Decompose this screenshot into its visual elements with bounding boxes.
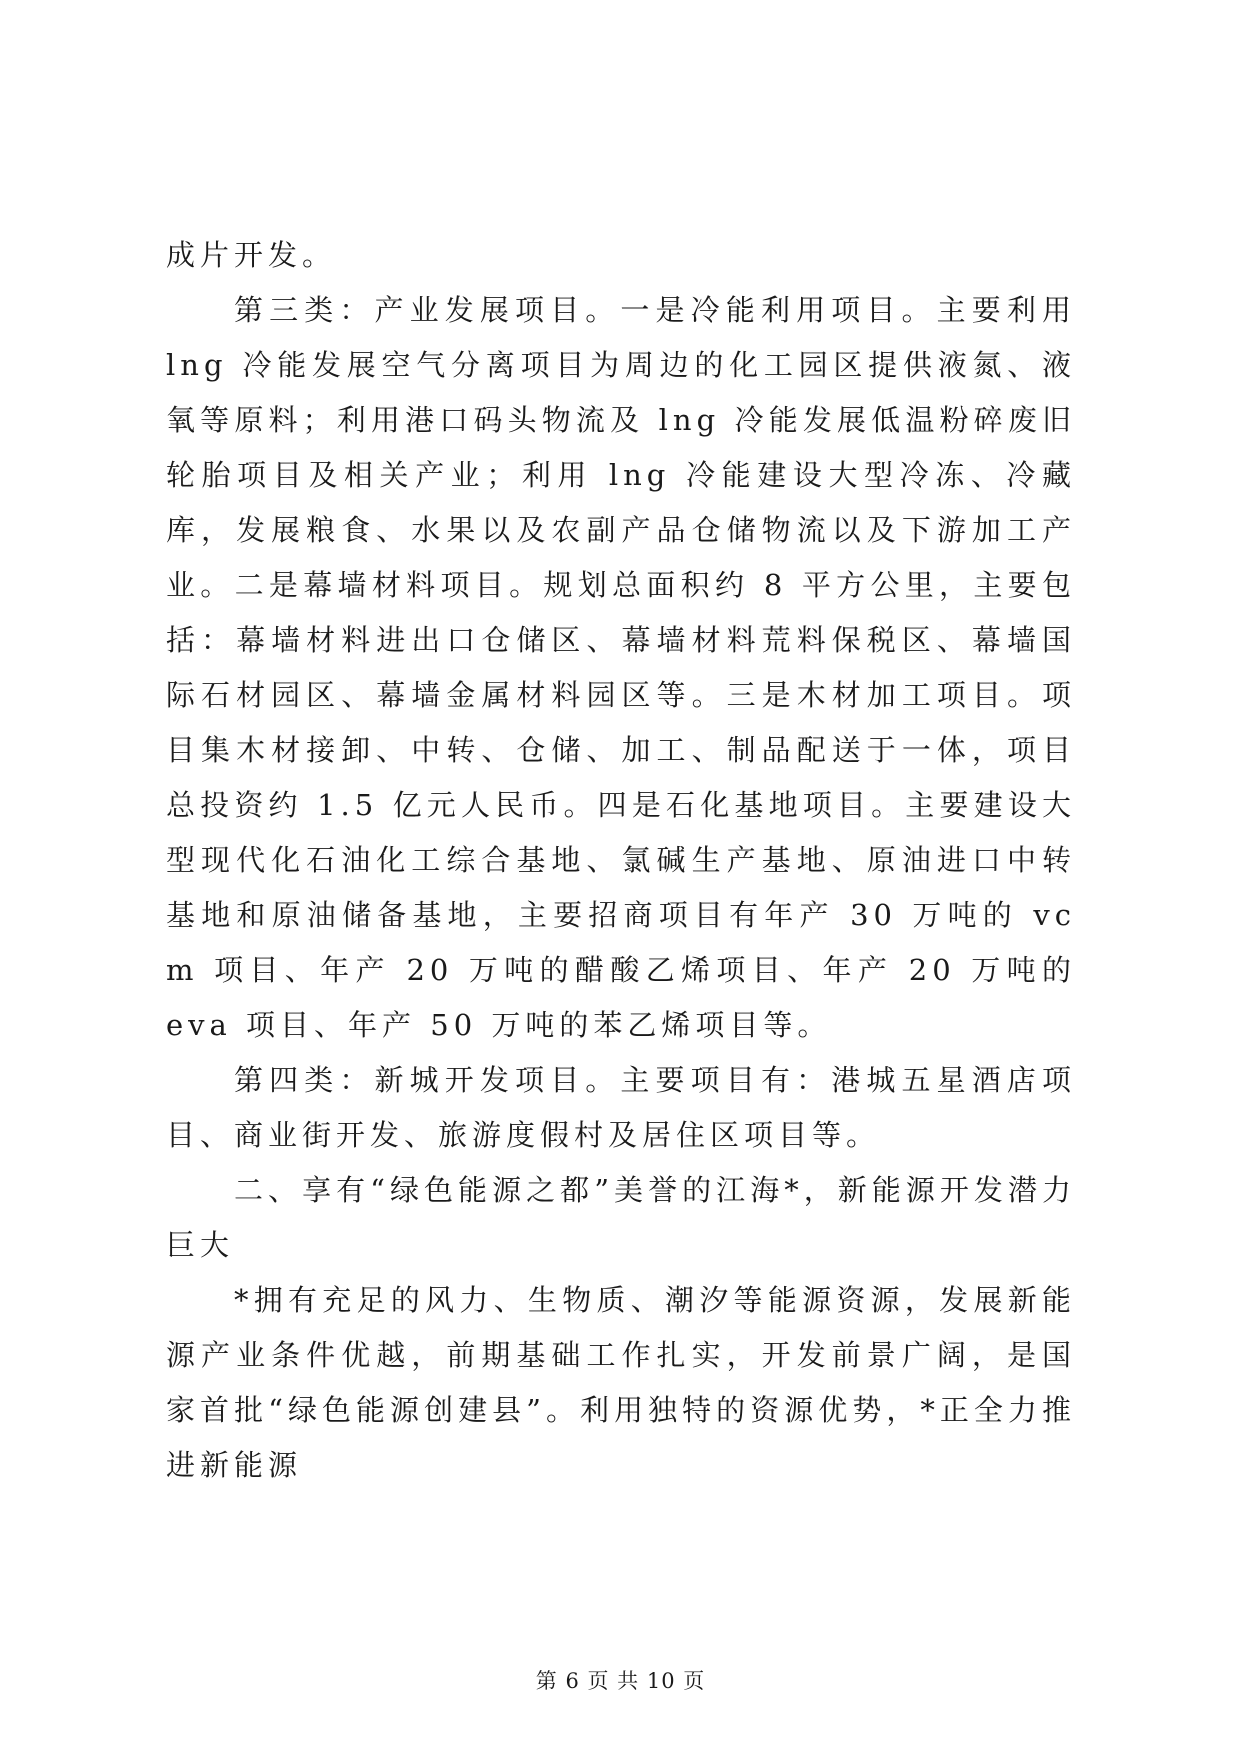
page-number-footer: 第 6 页 共 10 页: [535, 1669, 706, 1693]
paragraph-category-three: 第三类：产业发展项目。一是冷能利用项目。主要利用 lng 冷能发展空气分离项目为周边的化工园区提供液氮、液氧等原料；利用港口码头物流及 lng 冷能发展低温粉碎废旧轮胎项目及相关产业；利用 lng 冷能建设大型冷冻、冷藏库，发展粮食、水果以及农副产品仓储物流以及下游加工产业。二是幕墙材料项目。规划总面积约 8 平方公里，主要包括：幕墙材料进出口仓储区、幕墙材料荒料保税区、幕墙国际石材园区、幕墙金属材料园区等。三是木材加工项目。项目集木材接卸、中转、仓储、加工、制品配送于一体，项目总投资约 1.5 亿元人民币。四是石化基地项目。主要建设大型现代化石油化工综合基地、氯碱生产基地、原油进口中转基地和原油储备基地，主要招商项目有年产 30 万吨的 vcm 项目、年产 20 万吨的醋酸乙烯项目、年产 20 万吨的 eva 项目、年产 50 万吨的苯乙烯项目等。: [166, 293, 1076, 1042]
paragraph-continuation: 成片开发。: [166, 238, 337, 272]
paragraph-category-four: 第四类：新城开发项目。主要项目有：港城五星酒店项目、商业街开发、旅游度假村及居住区项目等。: [166, 1063, 1076, 1152]
paragraph-new-energy: *拥有充足的风力、生物质、潮汐等能源资源，发展新能源产业条件优越，前期基础工作扎实，开发前景广阔，是国家首批“绿色能源创建县”。利用独特的资源优势，*正全力推进新能源: [166, 1283, 1076, 1482]
section-heading-two: 二、享有“绿色能源之都”美誉的江海*，新能源开发潜力巨大: [166, 1173, 1076, 1262]
document-body: [166, 228, 1076, 1493]
